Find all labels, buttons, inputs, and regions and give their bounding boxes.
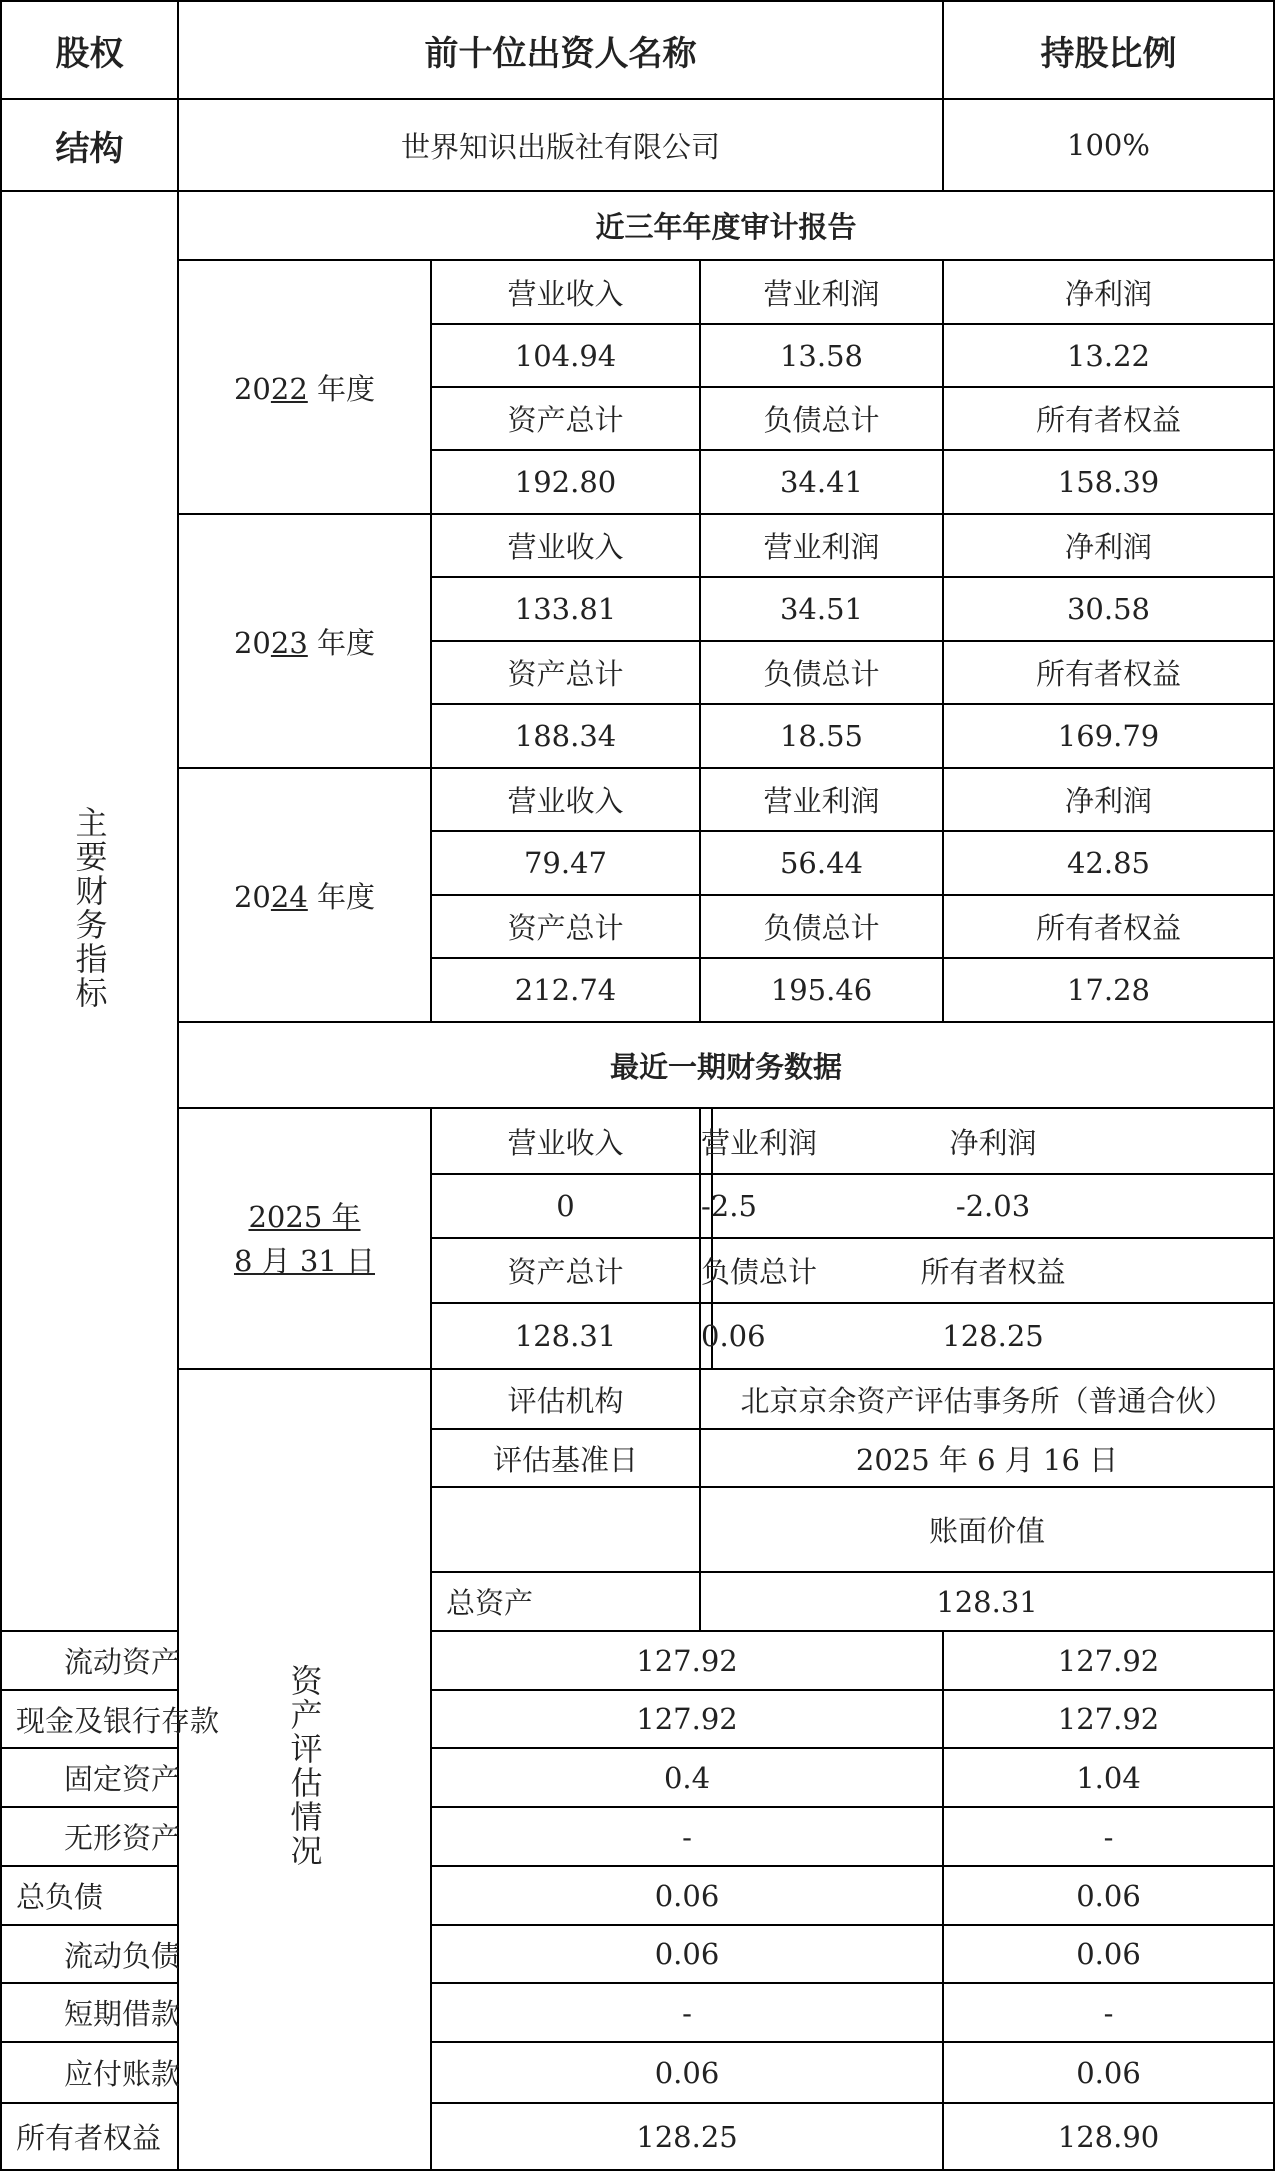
base-date-label: 评估基准日 — [431, 1429, 700, 1487]
value-net-profit: 30.58 — [943, 577, 1274, 641]
valuation-appraised-value: 127.92 — [943, 1690, 1274, 1748]
label-total-liabilities: 负债总计 — [700, 641, 943, 704]
value-owners-equity: 169.79 — [943, 704, 1274, 768]
value-total-liabilities: 34.41 — [700, 450, 943, 514]
value-total-liabilities: 18.55 — [700, 704, 943, 768]
value-revenue: 0 — [431, 1174, 700, 1238]
value-total-assets: 128.31 — [431, 1303, 700, 1369]
latest-date — [178, 1108, 431, 1369]
valuation-appraised-value: 127.92 — [943, 1631, 1274, 1690]
label-operating-profit: 营业利润 — [700, 260, 943, 324]
holder-name: 世界知识出版社有限公司 — [178, 99, 943, 191]
agency-label: 评估机构 — [431, 1369, 700, 1429]
value-operating-profit: 34.51 — [700, 577, 943, 641]
valuation-side-label: 资产评估情况 — [285, 1664, 324, 1868]
audit-header: 近三年年度审计报告 — [178, 191, 1274, 260]
year-2022: 2022 年度 — [178, 260, 431, 514]
label-operating-profit: 营业利润 — [700, 768, 943, 831]
value-revenue: 104.94 — [431, 324, 700, 387]
label-total-assets: 资产总计 — [431, 895, 700, 958]
label-owners-equity: 所有者权益 — [712, 1238, 1274, 1303]
valuation-row-label: 应付账款 — [1, 2042, 178, 2103]
valuation-row-label: 总负债 — [1, 1866, 178, 1925]
valuation-book-value: 127.92 — [431, 1690, 943, 1748]
valuation-appraised-value: - — [943, 1807, 1274, 1866]
value-net-profit: 13.22 — [943, 324, 1274, 387]
latest-date-line2: 8 月 31 日 — [233, 1243, 375, 1278]
equity-label-line2: 结构 — [1, 99, 178, 191]
value-operating-profit: -2.5 — [700, 1174, 712, 1238]
valuation-appraised-value: 128.90 — [943, 2103, 1274, 2170]
value-net-profit: 42.85 — [943, 831, 1274, 895]
label-operating-profit: 营业利润 — [700, 1108, 712, 1174]
valuation-book-value: 0.06 — [431, 2042, 943, 2103]
holder-ratio: 100% — [943, 99, 1274, 191]
valuation-appraised-value: 0.06 — [943, 1925, 1274, 1983]
valuation-appraised-value: 0.06 — [943, 2042, 1274, 2103]
label-net-profit: 净利润 — [943, 514, 1274, 577]
value-net-profit: -2.03 — [712, 1174, 1274, 1238]
valuation-book-value: 128.31 — [700, 1572, 1274, 1631]
valuation-side-label-cell — [178, 1369, 431, 2170]
year-2024: 2024 年度 — [178, 768, 431, 1022]
year-2023: 2023 年度 — [178, 514, 431, 768]
valuation-book-value: 0.4 — [431, 1748, 943, 1807]
value-total-assets: 188.34 — [431, 704, 700, 768]
value-total-liabilities: 0.06 — [700, 1303, 712, 1369]
value-owners-equity: 17.28 — [943, 958, 1274, 1022]
base-date-value: 2025 年 6 月 16 日 — [700, 1429, 1274, 1487]
latest-header: 最近一期财务数据 — [178, 1022, 1274, 1108]
valuation-book-value: 0.06 — [431, 1866, 943, 1925]
valuation-row-label: 现金及银行存款 — [1, 1690, 178, 1748]
valuation-row-label: 所有者权益 — [1, 2103, 178, 2170]
label-total-liabilities: 负债总计 — [700, 1238, 712, 1303]
label-net-profit: 净利润 — [712, 1108, 1274, 1174]
equity-label-line1: 股权 — [1, 1, 178, 99]
label-revenue: 营业收入 — [431, 514, 700, 577]
valuation-book-value: 128.25 — [431, 2103, 943, 2170]
valuation-appraised-value: 1.04 — [943, 1748, 1274, 1807]
label-revenue: 营业收入 — [431, 1108, 700, 1174]
book-value-header: 账面价值 — [700, 1487, 1274, 1572]
valuation-appraised-value: 0.06 — [943, 1866, 1274, 1925]
value-owners-equity: 158.39 — [943, 450, 1274, 514]
label-net-profit: 净利润 — [943, 260, 1274, 324]
valuation-row-label: 总资产 — [431, 1572, 700, 1631]
holder-ratio-header: 持股比例 — [943, 1, 1274, 99]
value-total-liabilities: 195.46 — [700, 958, 943, 1022]
valuation-appraised-value: - — [943, 1983, 1274, 2042]
label-operating-profit: 营业利润 — [700, 514, 943, 577]
valuation-book-value: - — [431, 1983, 943, 2042]
value-operating-profit: 56.44 — [700, 831, 943, 895]
label-owners-equity: 所有者权益 — [943, 641, 1274, 704]
value-revenue: 133.81 — [431, 577, 700, 641]
label-revenue: 营业收入 — [431, 768, 700, 831]
label-total-assets: 资产总计 — [431, 641, 700, 704]
value-operating-profit: 13.58 — [700, 324, 943, 387]
label-total-assets: 资产总计 — [431, 1238, 700, 1303]
label-owners-equity: 所有者权益 — [943, 895, 1274, 958]
financial-side-label-cell — [1, 191, 178, 1631]
valuation-row-label: 短期借款 — [1, 1983, 178, 2042]
valuation-book-value: 0.06 — [431, 1925, 943, 1983]
valuation-book-value: - — [431, 1807, 943, 1866]
label-total-liabilities: 负债总计 — [700, 895, 943, 958]
valuation-row-label: 无形资产 — [1, 1807, 178, 1866]
value-total-assets: 192.80 — [431, 450, 700, 514]
label-owners-equity: 所有者权益 — [943, 387, 1274, 450]
label-total-assets: 资产总计 — [431, 387, 700, 450]
valuation-corner — [431, 1487, 700, 1572]
value-revenue: 79.47 — [431, 831, 700, 895]
latest-date-line1: 2025 年 — [248, 1199, 361, 1234]
label-total-liabilities: 负债总计 — [700, 387, 943, 450]
label-revenue: 营业收入 — [431, 260, 700, 324]
value-owners-equity: 128.25 — [712, 1303, 1274, 1369]
agency-value: 北京京余资产评估事务所（普通合伙） — [700, 1369, 1274, 1429]
label-net-profit: 净利润 — [943, 768, 1274, 831]
valuation-row-label: 流动资产 — [1, 1631, 178, 1690]
value-total-assets: 212.74 — [431, 958, 700, 1022]
valuation-row-label: 固定资产 — [1, 1748, 178, 1807]
valuation-book-value: 127.92 — [431, 1631, 943, 1690]
financial-side-label: 主要财务指标 — [70, 805, 109, 1010]
valuation-row-label: 流动负债 — [1, 1925, 178, 1983]
holder-name-header: 前十位出资人名称 — [178, 1, 943, 99]
